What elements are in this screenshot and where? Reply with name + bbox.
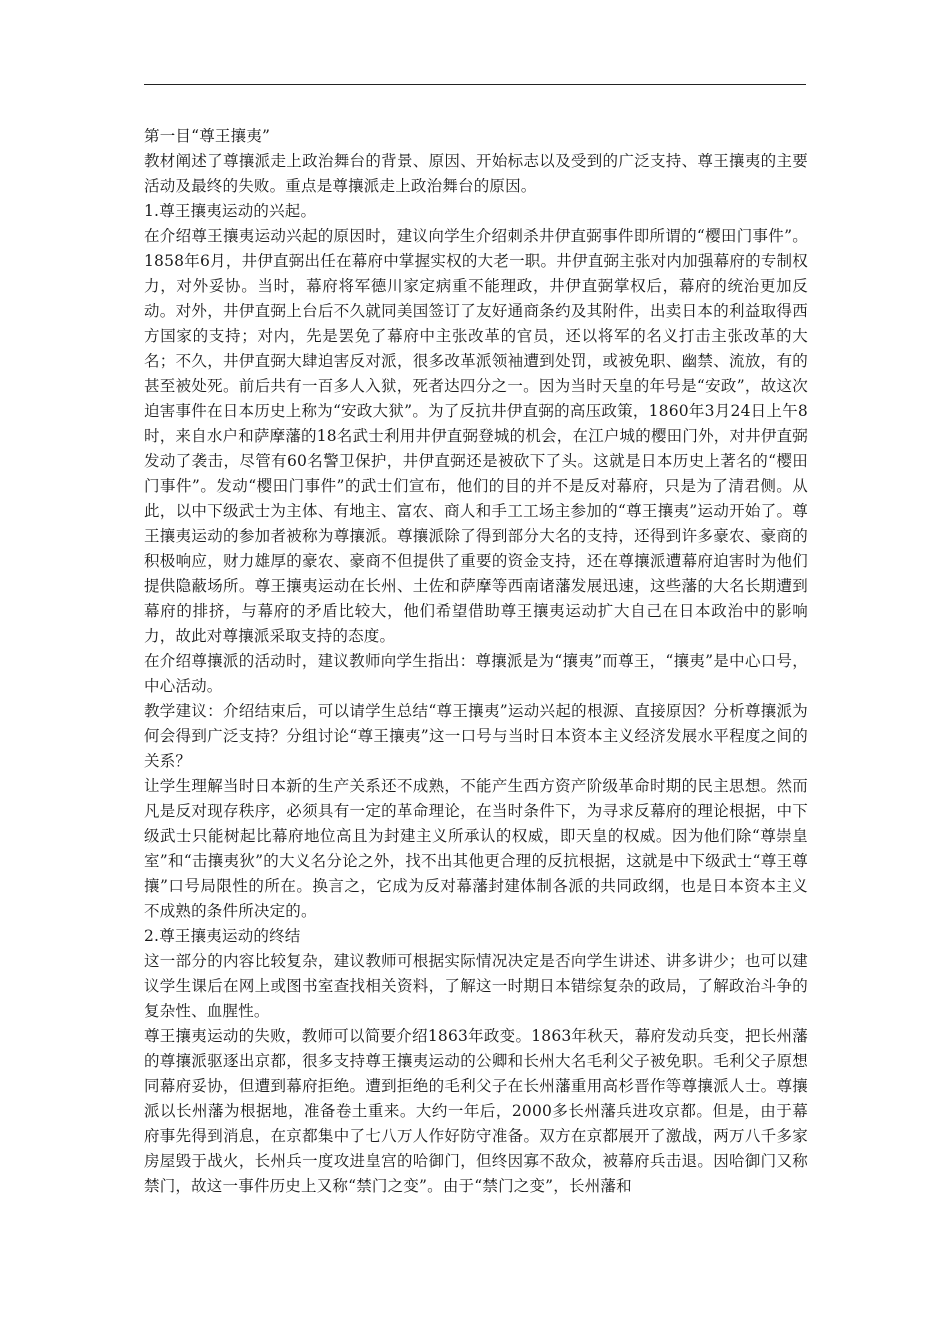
paragraph: 在介绍尊攘派的活动时，建议教师向学生指出：尊攘派是为“攘夷”而尊王，“攘夷”是中心口号，中心活动。	[144, 652, 808, 695]
subsection-heading: 1.尊王攘夷运动的兴起。	[144, 202, 317, 220]
subsection-heading: 2.尊王攘夷运动的终结	[144, 927, 301, 945]
paragraph: 在介绍尊王攘夷运动兴起的原因时，建议向学生介绍刺杀井伊直弼事件即所谓的“樱田门事件”。1858年6月，井伊直弼出任在幕府中掌握实权的大老一职。井伊直弼主张对内加强幕府的专制权力，对外妥协。当时，幕府将军德川家定病重不能理政，井伊直弼掌权后，幕府的统治更加反动。对外，井伊直弼上台后不久就同美国签订了友好通商条约及其附件，出卖日本的利益取得西方国家的支持；对内，先是罢免了幕府中主张改革的官员，还以将军的名义打击主张改革的大名；不久，井伊直弼大肆迫害反对派，很多改革派领袖遭到处罚，或被免职、幽禁、流放，有的甚至被处死。前后共有一百多人入狱，死者达四分之一。因为当时天皇的年号是“安政”，故这次迫害事件在日本历史上称为“安政大狱”。为了反抗井伊直弼的高压政策，1860年3月24日上午8时，来自水户和萨摩藩的18名武士利用井伊直弼登城的机会，在江户城的樱田门外，对井伊直弼发动了袭击，尽管有60名警卫保护，井伊直弼还是被砍下了头。这就是日本历史上著名的“樱田门事件”。发动“樱田门事件”的武士们宣布，他们的目的并不是反对幕府，只是为了清君侧。从此，以中下级武士为主体、有地主、富农、商人和手工工场主参加的“尊王攘夷”运动开始了。尊王攘夷运动的参加者被称为尊攘派。尊攘派除了得到部分大名的支持，还得到许多豪农、豪商的积极响应，财力雄厚的豪农、豪商不但提供了重要的资金支持，还在尊攘派遭幕府迫害时为他们提供隐蔽场所。尊王攘夷运动在长州、土佐和萨摩等西南诸藩发展迅速，这些藩的大名长期遭到幕府的排挤，与幕府的矛盾比较大，他们希望借助尊王攘夷运动扩大自己在日本政治中的影响力，故此对尊攘派采取支持的态度。	[144, 227, 808, 645]
document-body	[144, 124, 808, 1199]
section-heading: 第一目“尊王攘夷”	[144, 127, 271, 145]
paragraph: 教学建议：介绍结束后，可以请学生总结“尊王攘夷”运动兴起的根源、直接原因？分析尊攘派为何会得到广泛支持？分组讨论“尊王攘夷”这一口号与当时日本资本主义经济发展水平程度之间的关系？	[144, 702, 808, 770]
paragraph: 这一部分的内容比较复杂，建议教师可根据实际情况决定是否向学生讲述、讲多讲少；也可以建议学生课后在网上或图书室查找相关资料，了解这一时期日本错综复杂的政局，了解政治斗争的复杂性、血腥性。	[144, 952, 808, 1020]
paragraph: 教材阐述了尊攘派走上政治舞台的背景、原因、开始标志以及受到的广泛支持、尊王攘夷的主要活动及最终的失败。重点是尊攘派走上政治舞台的原因。	[144, 152, 808, 195]
paragraph: 尊王攘夷运动的失败，教师可以简要介绍1863年政变。1863年秋天，幕府发动兵变，把长州藩的尊攘派驱逐出京都，很多支持尊王攘夷运动的公卿和长州大名毛利父子被免职。毛利父子原想同幕府妥协，但遭到幕府拒绝。遭到拒绝的毛利父子在长州藩重用高杉晋作等尊攘派人士。尊攘派以长州藩为根据地，准备卷土重来。大约一年后，2000多长州藩兵进攻京都。但是，由于幕府事先得到消息，在京都集中了七八万人作好防守准备。双方在京都展开了激战，两万八千多家房屋毁于战火，长州兵一度攻进皇宫的哈御门，但终因寡不敌众，被幕府兵击退。因哈御门又称禁门，故这一事件历史上又称“禁门之变”。由于“禁门之变”，长州藩和	[144, 1027, 808, 1195]
header-rule	[144, 84, 806, 85]
paragraph: 让学生理解当时日本新的生产关系还不成熟，不能产生西方资产阶级革命时期的民主思想。然而凡是反对现存秩序，必须具有一定的革命理论，在当时条件下，为寻求反幕府的理论根据，中下级武士只能树起比幕府地位高且为封建主义所承认的权威，即天皇的权威。因为他们除“尊崇皇室”和“击攘夷狄”的大义名分论之外，找不出其他更合理的反抗根据，这就是中下级武士“尊王尊攘”口号局限性的所在。换言之，它成为反对幕藩封建体制各派的共同政纲，也是日本资本主义不成熟的条件所决定的。	[144, 777, 808, 920]
